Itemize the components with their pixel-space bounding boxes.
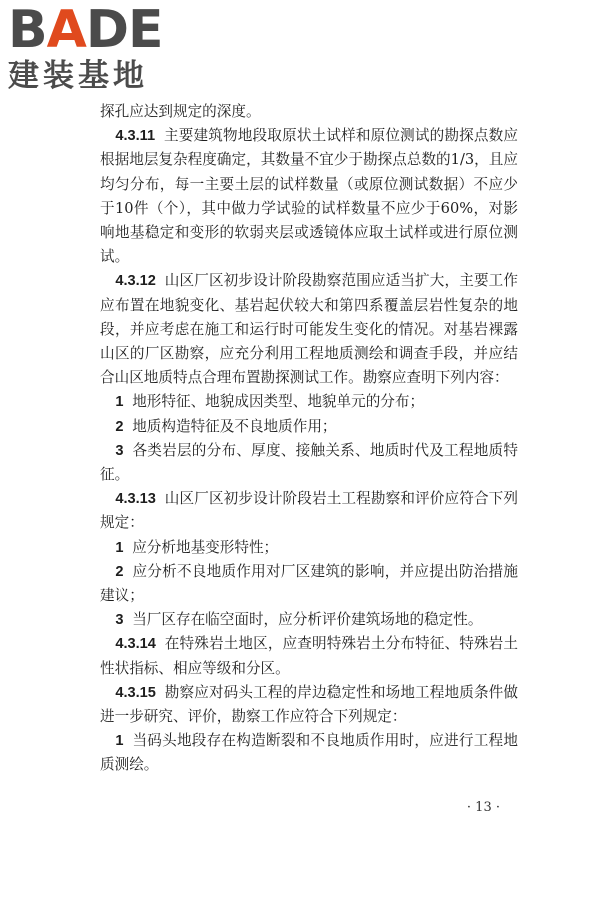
clause-4-3-11 bbox=[100, 124, 518, 269]
item-number: 2 bbox=[115, 563, 124, 580]
clause-4-3-14 bbox=[100, 632, 518, 680]
list-item bbox=[100, 608, 518, 632]
list-item bbox=[100, 390, 518, 414]
item-number: 2 bbox=[115, 418, 124, 435]
item-text: 各类岩层的分布、厚度、接触关系、地质时代及工程地质特征。 bbox=[100, 441, 518, 484]
document-body bbox=[100, 100, 518, 778]
item-number: 1 bbox=[115, 539, 124, 556]
clause-4-3-12 bbox=[100, 269, 518, 390]
clause-text: 山区厂区初步设计阶段岩土工程勘察和评价应符合下列规定： bbox=[100, 490, 518, 532]
logo-chinese: 建装基地 bbox=[8, 58, 148, 94]
item-number: 1 bbox=[115, 394, 124, 411]
clause-number: 4.3.12 bbox=[115, 273, 156, 290]
clause-number: 4.3.13 bbox=[115, 491, 156, 508]
list-item bbox=[100, 439, 518, 487]
continuation-paragraph: 探孔应达到规定的深度。 bbox=[100, 103, 261, 120]
bade-logo bbox=[8, 0, 178, 96]
clause-number: 4.3.11 bbox=[115, 128, 156, 145]
page-number: · 13 · bbox=[466, 800, 500, 815]
clause-text: 山区厂区初步设计阶段勘察范围应适当扩大，主要工作应布置在地貌变化、基岩起伏较大和第四系覆盖层岩性复杂的地段，并应考虑在施工和运行时可能发生变化的情况。对基岩裸露山区的厂区勘察，应充分利用工程地质测绘和调查手段，并应结合山区地质特点合理布置勘探测试工作。勘察应查明下列内容： bbox=[100, 272, 518, 387]
list-item bbox=[100, 729, 518, 777]
logo-accent-letter: A bbox=[46, 0, 86, 60]
item-text: 当码头地段存在构造断裂和不良地质作用时，应进行工程地质测绘。 bbox=[100, 732, 518, 774]
logo-english: BADE bbox=[8, 0, 163, 60]
item-text: 应分析不良地质作用对厂区建筑的影响，并应提出防治措施建议； bbox=[100, 562, 518, 605]
item-text: 当厂区存在临空面时，应分析评价建筑场地的稳定性。 bbox=[132, 611, 483, 629]
item-text: 地质构造特征及不良地质作用； bbox=[132, 417, 337, 435]
item-number: 3 bbox=[115, 612, 124, 629]
clause-text: 主要建筑物地段取原状土试样和原位测试的勘探点数应根据地层复杂程度确定，其数量不宜少于勘探点总数的1/3，且应均匀分布，每一主要土层的试样数量（或原位测试数据）不应少于10件（个），其中做力学试验的试样数量不应少于60%，对影响地基稳定和变形的软弱夹层或透镜体应取土试样或进行原位测试。 bbox=[100, 127, 518, 266]
item-text: 地形特征、地貌成因类型、地貌单元的分布； bbox=[132, 393, 425, 411]
clause-text: 在特殊岩土地区，应查明特殊岩土分布特征、特殊岩土性状指标、相应等级和分区。 bbox=[100, 635, 518, 677]
item-number: 1 bbox=[115, 733, 124, 750]
clause-text: 勘察应对码头工程的岸边稳定性和场地工程地质条件做进一步研究、评价，勘察工作应符合下列规定： bbox=[100, 683, 518, 726]
list-item bbox=[100, 536, 518, 560]
clause-number: 4.3.15 bbox=[115, 684, 156, 701]
clause-number: 4.3.14 bbox=[115, 636, 156, 653]
list-item bbox=[100, 415, 518, 439]
item-text: 应分析地基变形特性； bbox=[132, 538, 279, 556]
clause-4-3-15 bbox=[100, 681, 518, 729]
clause-4-3-13 bbox=[100, 487, 518, 535]
list-item bbox=[100, 560, 518, 608]
item-number: 3 bbox=[115, 442, 124, 459]
